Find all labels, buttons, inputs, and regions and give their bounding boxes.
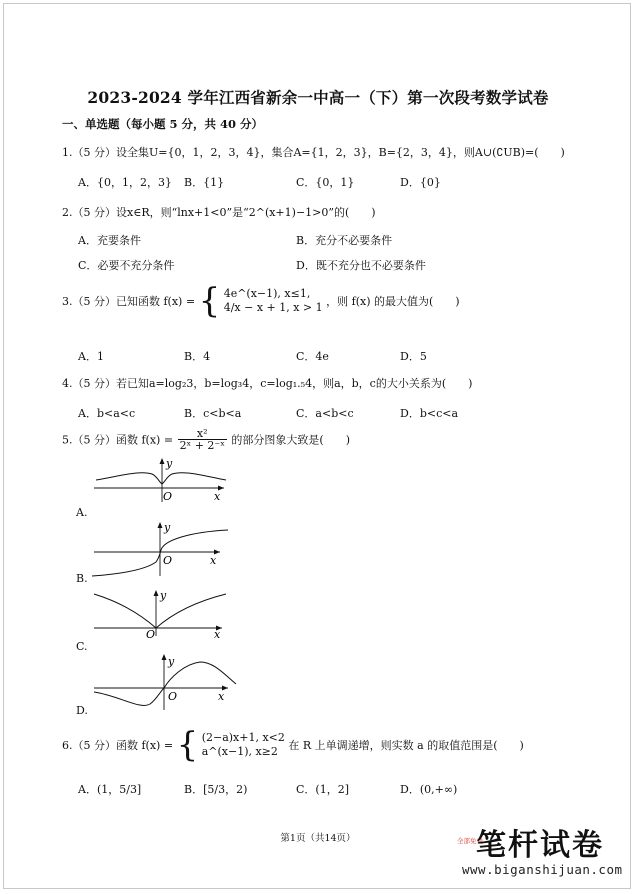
graph-b [90, 520, 230, 580]
q4-option-b: B．c<b<a [184, 407, 242, 420]
q6-cases [202, 731, 285, 759]
q3-option-d: D．5 [400, 350, 427, 363]
q4-option-a: A．b<a<c [78, 407, 136, 420]
q3-option-b: B．4 [184, 350, 211, 363]
watermark-tag: 全部免费 [457, 837, 483, 845]
q1-option-c: C．{0，1} [296, 176, 355, 189]
graph-c [90, 588, 230, 638]
q6-suffix: 在 R 上单调递增，则实数 a 的取值范围是( ) [288, 739, 524, 752]
q6-option-a: A．(1，5/3] [78, 783, 142, 796]
q4-option-d: D．b<c<a [400, 407, 459, 420]
graph-d [90, 652, 240, 714]
q6-option-d: D．(0,+∞) [400, 783, 458, 796]
graph-d-label: D. [76, 704, 88, 717]
graph-b-x-label: x [210, 554, 217, 567]
graph-b-y-label: y [164, 521, 171, 534]
q5-numerator: x² [178, 428, 227, 440]
q6-case-1: (2−a)x+1, x<2 [201, 731, 285, 744]
graph-a-label: A. [76, 506, 88, 519]
q6-prefix: 6.（5 分）函数 f(x) = [62, 739, 174, 752]
graph-a-origin: O [163, 490, 173, 503]
page-footer: 第1页（共14页） [280, 833, 356, 844]
q3-cases [224, 287, 323, 315]
q3-suffix: ，则 f(x) 的最大值为( ) [326, 295, 460, 308]
graph-c-x-label: x [214, 628, 221, 638]
graph-a [90, 456, 230, 504]
q2-option-d: D．既不充分也不必要条件 [296, 259, 426, 272]
graph-d-x-label: x [218, 690, 225, 703]
q1-option-b: B．{1} [184, 176, 225, 189]
graph-b-label: B. [76, 572, 88, 585]
q6-brace: { [176, 725, 199, 765]
question-5 [62, 428, 350, 451]
question-2: 2.（5 分）设x∈R，则“lnx+1<0”是“2^(x+1)−1>0”的( ) [62, 206, 376, 219]
q4-option-c: C．a<b<c [296, 407, 354, 420]
q5-denominator: 2ˣ + 2⁻ˣ [179, 439, 225, 452]
graph-c-origin: O [146, 628, 156, 638]
question-1: 1.（5 分）设全集U={0，1，2，3，4}，集合A={1，2，3}，B={2，3，4}，则A∪(∁UB)=( ) [62, 146, 565, 159]
graph-c-y-label: y [160, 589, 167, 602]
q3-case-2: 4/x − x + 1, x > 1 [223, 301, 323, 314]
q5-prefix: 5.（5 分）函数 f(x) = [62, 433, 174, 447]
graph-b-origin: O [163, 554, 173, 567]
q3-case-1: 4e^(x−1), x≤1, [223, 287, 311, 300]
q5-fraction [178, 428, 227, 451]
q6-option-c: C．(1，2] [296, 783, 349, 796]
q3-option-c: C．4e [296, 350, 329, 363]
q2-option-a: A．充要条件 [78, 234, 141, 247]
q6-case-2: a^(x−1), x≥2 [201, 745, 278, 758]
page-title: 2023-2024 学年江西省新余一中高一（下）第一次段考数学试卷 [87, 88, 549, 107]
q3-prefix: 3.（5 分）已知函数 f(x) = [62, 295, 196, 308]
watermark-brand: 笔杆试卷 [476, 828, 604, 863]
q5-suffix: 的部分图象大致是( ) [231, 433, 350, 447]
graph-d-origin: O [168, 690, 178, 703]
q6-option-b: B．[5/3，2) [184, 783, 248, 796]
watermark-url: www.biganshijuan.com [462, 862, 623, 877]
graph-c-label: C. [76, 640, 88, 653]
q1-option-d: D．{0} [400, 176, 441, 189]
q3-option-a: A．1 [78, 350, 104, 363]
question-4: 4.（5 分）若已知a=log₂3，b=log₃4，c=log₁.₅4，则a，b，c的大小关系为( ) [62, 377, 473, 390]
q1-option-a: A．{0，1，2，3} [78, 176, 172, 189]
graph-a-x-label: x [214, 490, 221, 503]
graph-d-y-label: y [168, 655, 175, 668]
section-heading: 一、单选题（每小题 5 分，共 40 分） [62, 117, 264, 131]
q3-brace: { [198, 281, 221, 321]
q2-option-c: C．必要不充分条件 [78, 259, 175, 272]
q2-option-b: B．充分不必要条件 [296, 234, 393, 247]
question-6 [62, 725, 524, 765]
question-3 [62, 281, 460, 321]
graph-a-y-label: y [166, 457, 173, 470]
